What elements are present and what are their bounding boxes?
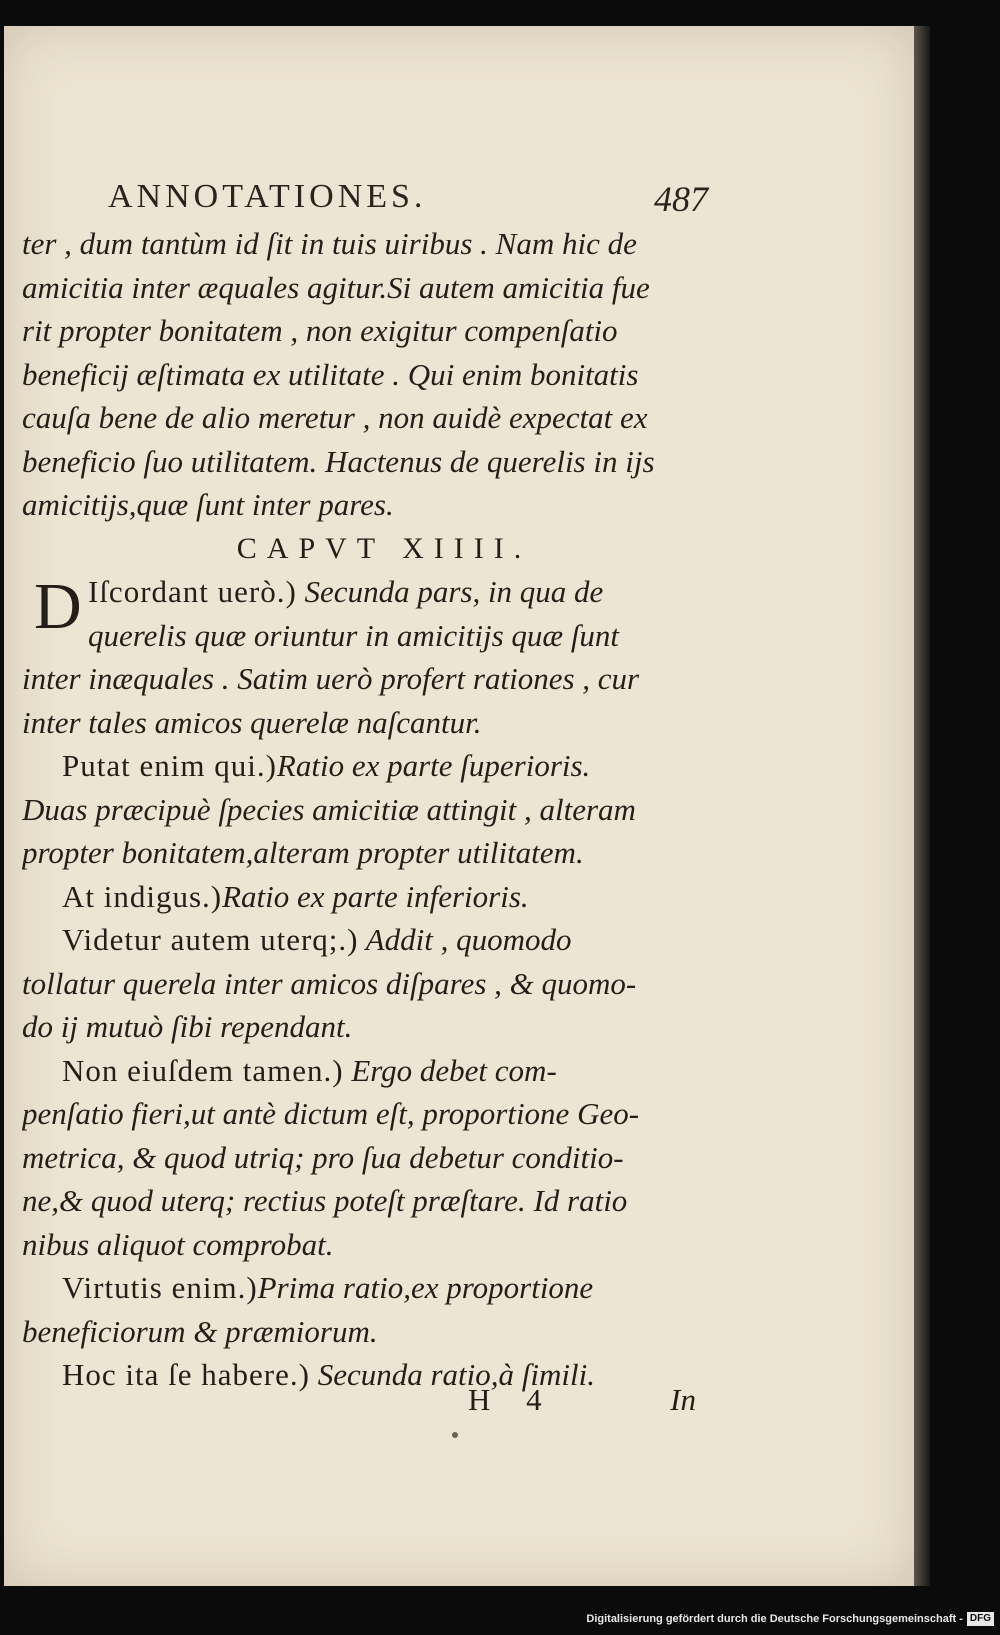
text-line: metrica, & quod utriq; pro ſua debetur conditio-: [22, 1139, 624, 1175]
text-line: amicitijs,quæ ſunt inter pares.: [22, 487, 394, 522]
page-footer: [22, 1382, 706, 1422]
text-line: Duas præcipuè ſpecies amicitiæ attingit , alteram: [22, 791, 636, 827]
lemma: Putat enim qui.): [62, 748, 277, 783]
text-line: beneficiorum & præmiorum.: [22, 1313, 378, 1349]
lemma: Non eiuſdem tamen.): [62, 1052, 344, 1088]
text-line: nibus aliquot comprobat.: [22, 1226, 334, 1262]
dfg-logo: DFG: [967, 1612, 994, 1626]
commentary: Secunda pars, in qua de: [296, 574, 604, 609]
commentary: Prima ratio,ex proportione: [257, 1270, 594, 1305]
chapter-heading: CAPVT XIIII.: [236, 531, 532, 565]
text-line: inter tales amicos querelæ naſcantur.: [22, 704, 482, 740]
lemma: At indigus.): [62, 878, 223, 914]
lemma: Hoc ita ſe habere.): [62, 1357, 310, 1392]
digitization-credit: [586, 1609, 994, 1629]
commentary: Ratio ex parte ſuperioris.: [276, 748, 591, 783]
ink-speck: [452, 1432, 458, 1438]
text-line: amicitia inter æquales agitur.Si autem amicitia fue: [22, 269, 650, 305]
running-head: [108, 178, 708, 222]
text-line: ne,& quod uterq; rectius poteſt præſtare. Id ratio: [22, 1183, 628, 1218]
drop-cap-paragraph: [22, 570, 706, 657]
running-head-title: ANNOTATIONES.: [108, 178, 427, 215]
commentary: Addit , quomodo: [358, 922, 572, 957]
lemma: Iſcordant uerò.): [88, 574, 297, 609]
commentary: Ratio ex parte inferioris.: [222, 878, 529, 914]
text-line: [22, 1049, 706, 1093]
page-edge: [914, 26, 930, 1586]
text-line: [22, 875, 706, 919]
text-line: propter bonitatem,alteram propter utilitatem.: [22, 835, 584, 870]
digitization-note: Digitalisierung gefördert durch die Deutsche Forschungsgemeinschaft -: [586, 1613, 963, 1625]
text-line: ter , dum tantùm id ſit in tuis uiribus . Nam hic de: [22, 226, 637, 261]
drop-cap: D: [34, 570, 82, 643]
commentary: Secunda ratio,à ſimili.: [309, 1357, 595, 1392]
lemma: Virtutis enim.): [62, 1270, 258, 1305]
page-number: 487: [654, 179, 708, 219]
page-body: [22, 222, 706, 1397]
text-line: penſatio fieri,ut antè dictum eſt, proportione Geo-: [22, 1096, 640, 1131]
text-line: rit propter bonitatem , non exigitur compenſatio: [22, 313, 618, 348]
text-line: [22, 570, 706, 614]
text-line: do ij mutuò ſibi rependant.: [22, 1009, 353, 1044]
signature-mark: H 4: [468, 1382, 556, 1417]
commentary: Ergo debet com-: [343, 1052, 557, 1088]
text-line: [22, 1266, 706, 1310]
text-line: [22, 918, 706, 962]
text-line: [22, 744, 706, 788]
text-line: inter inæquales . Satim uerò profert rationes , cur: [22, 661, 640, 696]
lemma: Videtur autem uterq;.): [62, 922, 359, 957]
text-line: querelis quæ oriuntur in amicitijs quæ ſunt: [88, 617, 620, 653]
text-line: cauſa bene de alio meretur , non auidè expectat ex: [22, 400, 648, 435]
catchword: In: [670, 1382, 696, 1417]
text-line: beneficio ſuo utilitatem. Hactenus de querelis in ijs: [22, 443, 655, 479]
text-line: tollatur querela inter amicos diſpares , & quomo-: [22, 965, 637, 1001]
text-line: beneficij æſtimata ex utilitate . Qui enim bonitatis: [22, 356, 639, 392]
